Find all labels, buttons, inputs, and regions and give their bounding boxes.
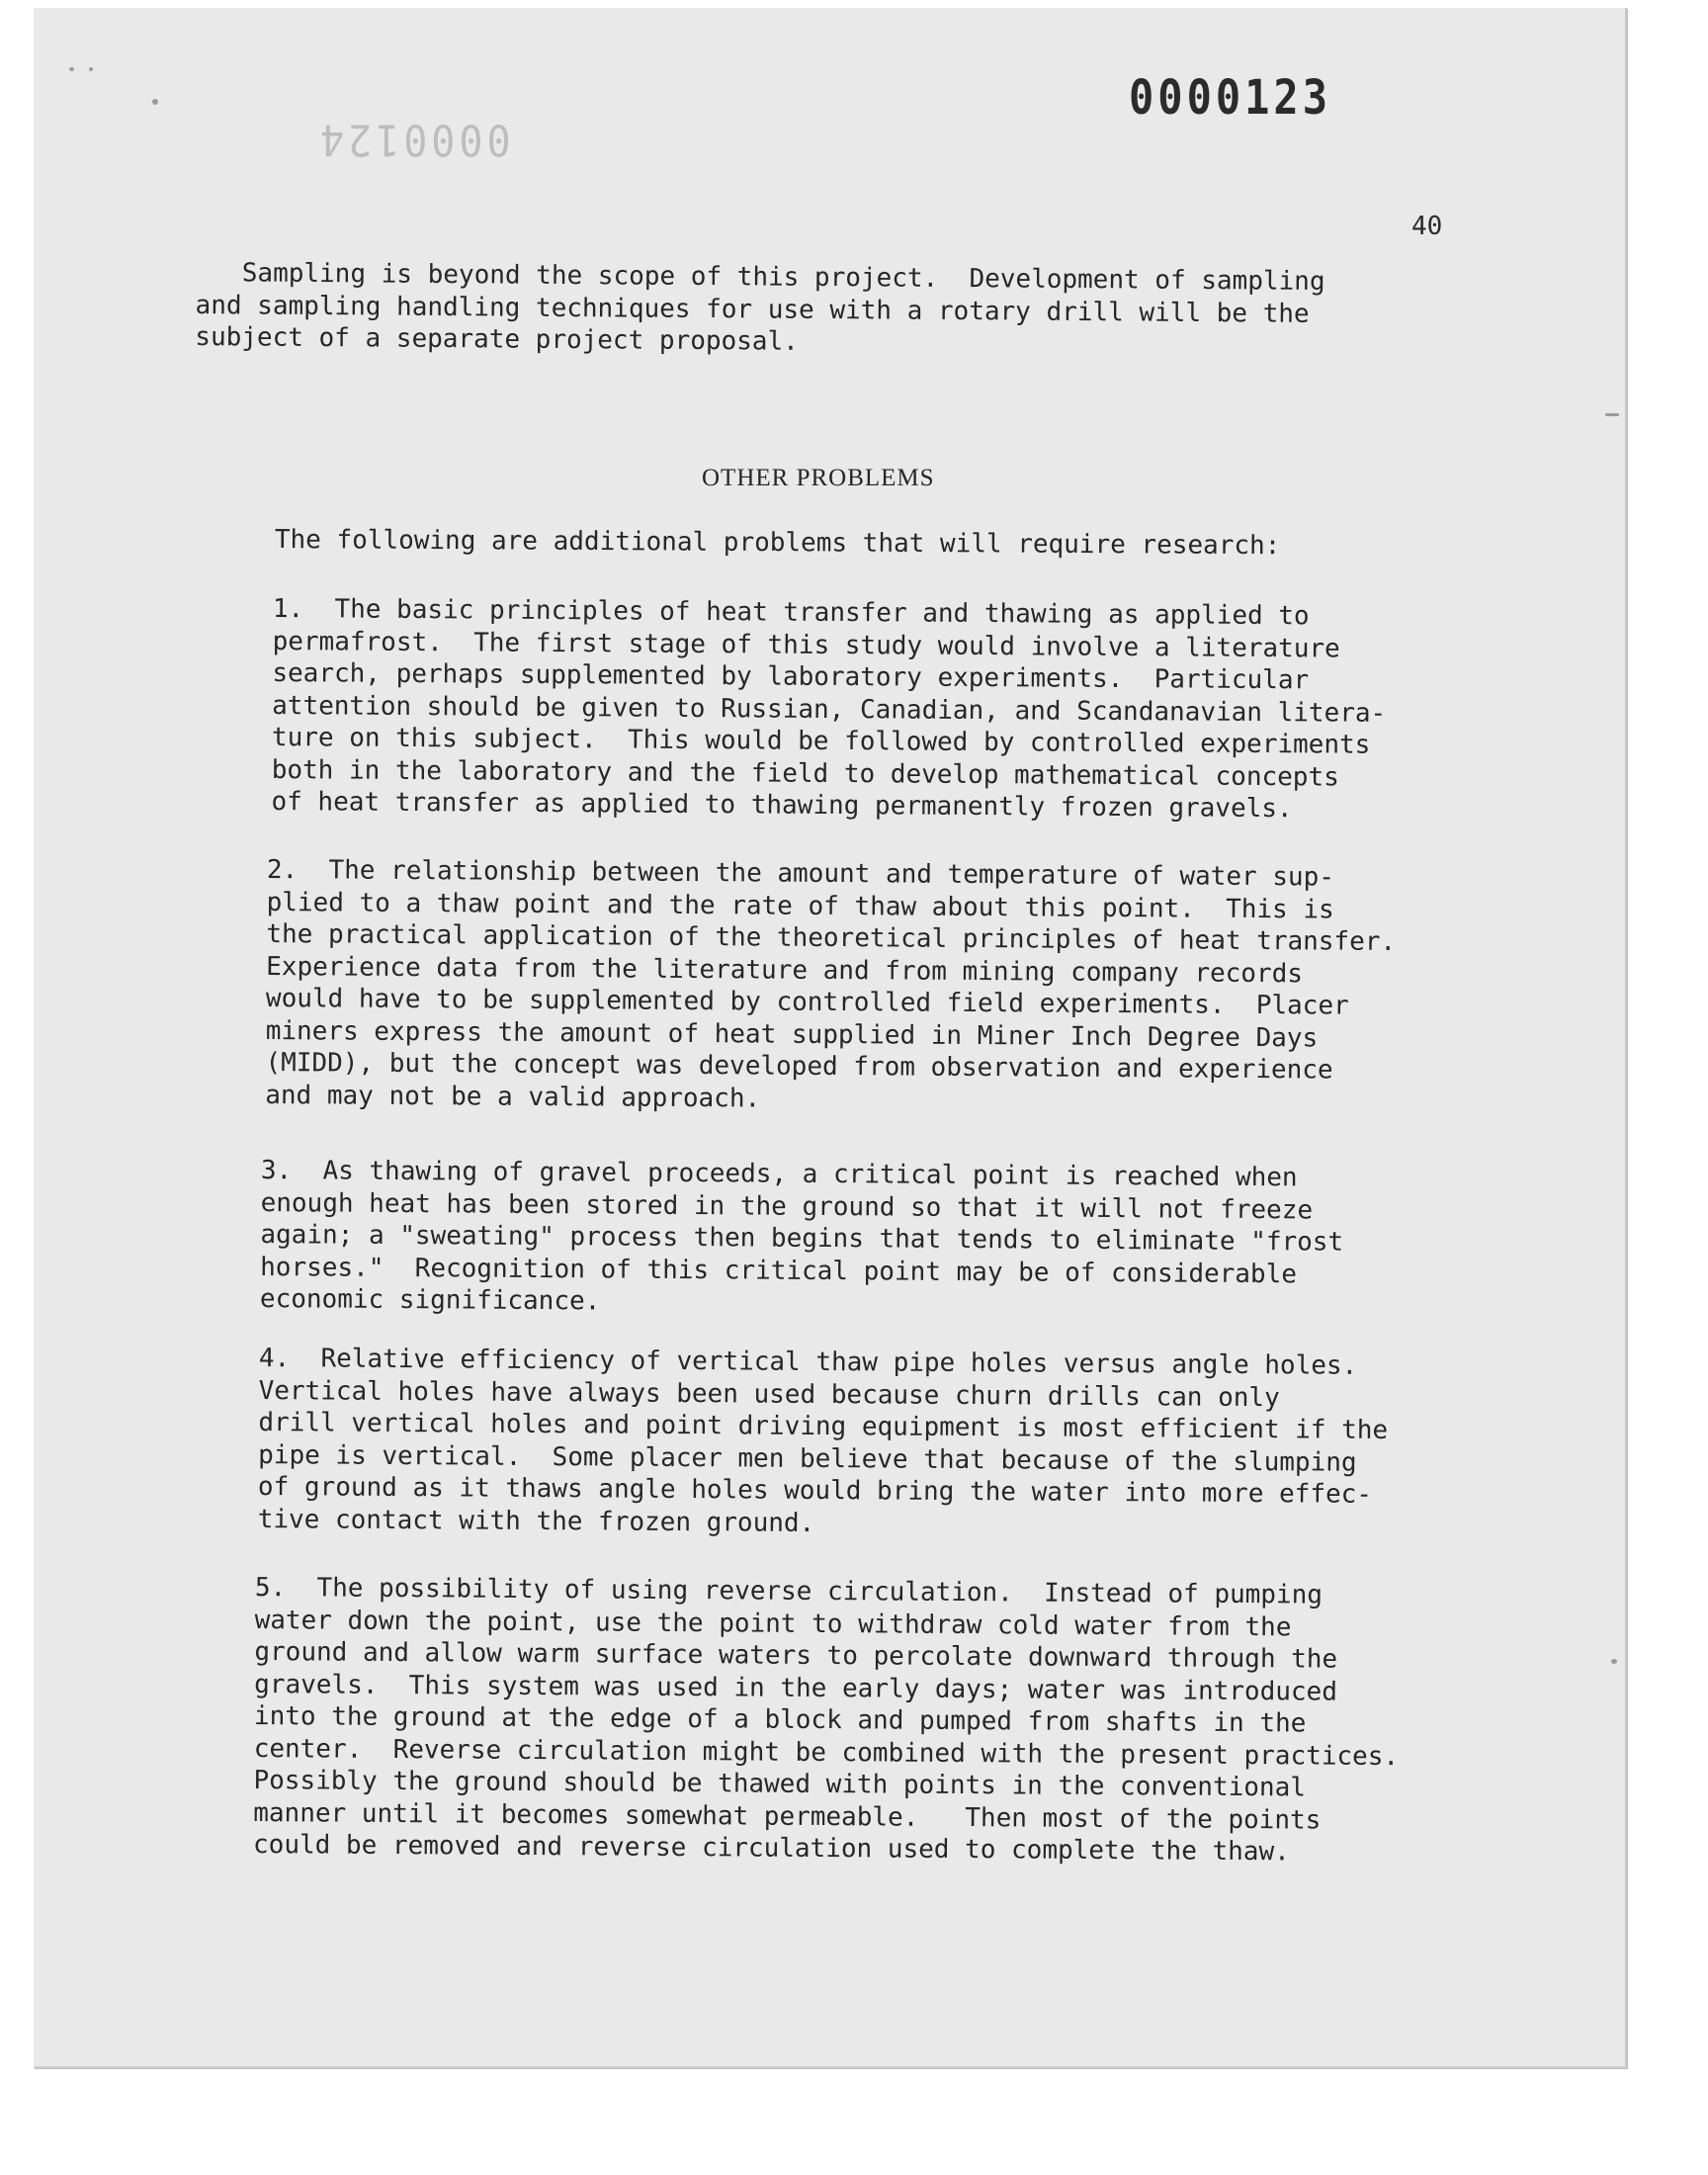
problem-item-3: 3. As thawing of gravel proceeds, a critical point is reached when enough heat has been stored in the ground so that it will not freeze again; a "sweating" process then begins that tends to eliminate "frost horses." Recognition of this critical point may be of considerable economic significance. <box>259 1156 1344 1317</box>
section-heading: OTHER PROBLEMS <box>702 465 935 491</box>
scan-speck <box>89 67 93 71</box>
scan-speck <box>1605 413 1619 416</box>
problem-item-2: 2. The relationship between the amount and temperature of water sup- plied to a thaw point and the rate of thaw about this point. This is the practical application of the theoretical principles of heat transfer. Experience data from the literature and from mining company records would have to be supplemented by controlled field experiments. Placer miners express the amount of heat supplied in Miner Inch Degree Days (MIDD), but the concept was developed from observation and experience and may not be a valid approach. <box>265 855 1397 1113</box>
lead-in-sentence: The following are additional problems that will require research: <box>274 525 1281 562</box>
intro-paragraph: Sampling is beyond the scope of this project. Development of sampling and sampling handling techniques for use with a rotary drill will be the subject of a separate project proposal. <box>195 257 1325 357</box>
bleed-through-stamp: 0000124 <box>316 114 511 165</box>
scan-speck <box>152 99 158 105</box>
bates-number-stamp: 0000123 <box>1129 69 1332 126</box>
page-number: 40 <box>1411 212 1443 241</box>
scan-speck <box>1611 1659 1617 1664</box>
problem-item-5: 5. The possibility of using reverse circulation. Instead of pumping water down the point, use the point to withdraw cold water from the ground and allow warm surface waters to percolate downward through the gravels. This system was used in the early days; water was introduced into the ground at the edge of a block and pumped from shafts in the center. Reverse circulation might be combined with the present practices. Possibly the ground should be thawed with points in the conventional manner until it becomes somewhat permeable. Then most of the points could be removed and reverse circulation used to complete the thaw. <box>252 1573 1400 1868</box>
scan-speck <box>69 67 74 71</box>
document-page <box>34 8 1627 2068</box>
problem-item-1: 1. The basic principles of heat transfer and thawing as applied to permafrost. The first stage of this study would involve a literature search, perhaps supplemented by laboratory experiments. Particular attention should be given to Russian, Canadian, and Scandanavian litera- ture on this subject. This would be followed by controlled experiments both in the laboratory and the field to develop mathematical concepts of heat transfer as applied to thawing permanently frozen gravels. <box>271 594 1387 825</box>
problem-item-4: 4. Relative efficiency of vertical thaw pipe holes versus angle holes. Vertical holes have always been used because churn drills can only drill vertical holes and point driving equipment is most efficient if the pipe is vertical. Some placer men believe that because of the slumping of ground as it thaws angle holes would bring the water into more effec- tive contact with the frozen ground. <box>257 1344 1389 1538</box>
